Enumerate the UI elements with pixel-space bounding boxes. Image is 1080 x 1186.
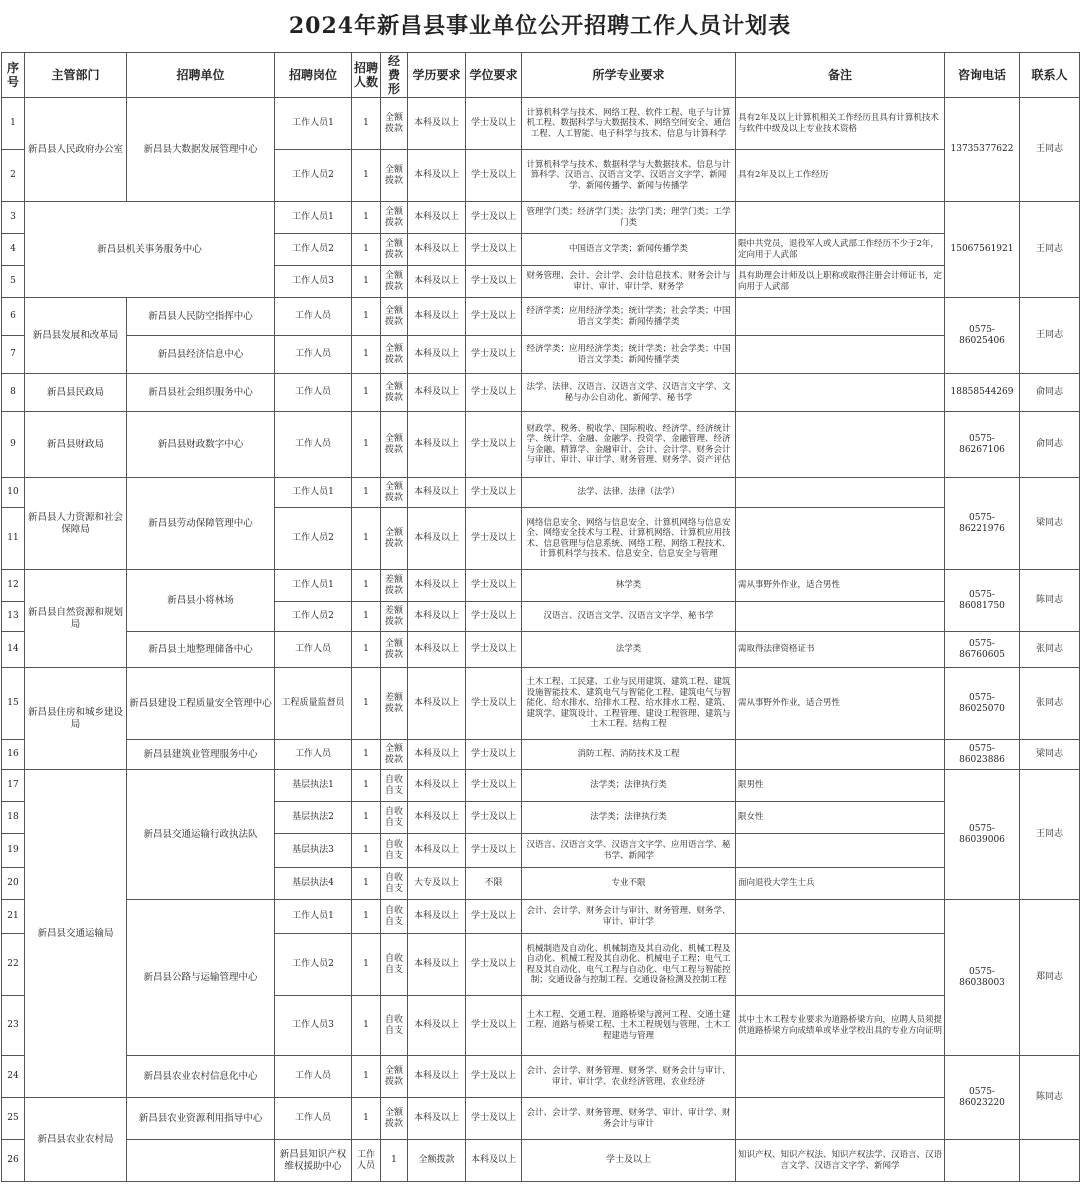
- cell-major: 汉语言、汉语言文学、汉语言文字学、秘书学: [522, 602, 736, 632]
- cell-dept: 新昌县人民政府办公室: [25, 98, 127, 202]
- cell-major: 管理学门类；经济学门类；法学门类；理学门类；工学门类: [522, 202, 736, 234]
- cell-phone: 0575-86023220: [945, 1056, 1020, 1140]
- cell-dept: 新昌县人力资源和社会保障局: [25, 478, 127, 570]
- cell-note: 具有2年及以上工作经历: [736, 150, 945, 202]
- cell-edu: 本科及以上: [466, 1140, 522, 1182]
- cell-fund: 全额拨款: [381, 202, 408, 234]
- col-header-major: 所学专业要求: [522, 53, 736, 98]
- cell-no: 9: [2, 412, 25, 478]
- cell-fund: 全额拨款: [381, 632, 408, 668]
- cell-edu: 本科及以上: [408, 834, 466, 868]
- cell-unit: 新昌县农业资源利用指导中心: [127, 1098, 275, 1140]
- cell-edu: 本科及以上: [408, 602, 466, 632]
- cell-edu: 本科及以上: [408, 1098, 466, 1140]
- cell-post: 工程质量监督员: [275, 668, 352, 740]
- cell-edu: 本科及以上: [408, 202, 466, 234]
- cell-major: 计算机科学与技术、网络工程、软件工程、电子与计算机工程、数据科学与大数据技术、网络空间安全、通信工程、人工智能、电子科学与技术、信息与计算科学: [522, 98, 736, 150]
- cell-no: 15: [2, 668, 25, 740]
- cell-degree: 学士及以上: [466, 770, 522, 802]
- cell-edu: 本科及以上: [408, 1056, 466, 1098]
- table-row: [2, 374, 1080, 412]
- col-header-phone: 咨询电话: [945, 53, 1020, 98]
- cell-major: 计算机科学与技术、数据科学与大数据技术、信息与计算科学、汉语言、汉语言文学、汉语言文字学、新闻学、新闻传播学、新闻与传播学: [522, 150, 736, 202]
- cell-fund: 自收自支: [381, 770, 408, 802]
- cell-no: 11: [2, 508, 25, 570]
- cell-num: 1: [352, 234, 381, 266]
- cell-note: 需从事野外作业，适合男性: [736, 668, 945, 740]
- cell-contact: 王同志: [1020, 202, 1080, 298]
- cell-degree: 学士及以上: [466, 478, 522, 508]
- cell-dept-unit: 新昌县机关事务服务中心: [25, 202, 275, 298]
- cell-no: 8: [2, 374, 25, 412]
- cell-degree: 学士及以上: [466, 802, 522, 834]
- cell-fund: 全额拨款: [381, 412, 408, 478]
- header-row: [2, 53, 1080, 98]
- cell-num: 1: [352, 740, 381, 770]
- cell-post: 工作人员1: [275, 478, 352, 508]
- cell-num: 1: [352, 570, 381, 602]
- cell-phone: 0575-86023886: [945, 740, 1020, 770]
- cell-note: [736, 508, 945, 570]
- table-row: [2, 1098, 1080, 1140]
- cell-num: 1: [352, 868, 381, 900]
- cell-degree: 学士及以上: [466, 570, 522, 602]
- cell-unit: 新昌县知识产权维权援助中心: [275, 1140, 352, 1182]
- cell-note: 具有2年及以上计算机相关工作经历且具有计算机技术与软件中级及以上专业技术资格: [736, 98, 945, 150]
- cell-num: 1: [352, 374, 381, 412]
- cell-edu: 本科及以上: [408, 478, 466, 508]
- cell-degree: 学士及以上: [466, 374, 522, 412]
- cell-no: 12: [2, 570, 25, 602]
- col-header-contact: 联系人: [1020, 53, 1080, 98]
- table-row: [2, 900, 1080, 934]
- cell-major: 知识产权、知识产权法、知识产权法学、汉语言、汉语言文学、汉语言文字学、新闻学: [736, 1140, 945, 1182]
- cell-phone: 0575-86221976: [945, 478, 1020, 570]
- cell-contact: 俞同志: [1020, 412, 1080, 478]
- cell-no: 7: [2, 336, 25, 374]
- cell-phone: 18858544269: [945, 374, 1020, 412]
- table-row: [2, 570, 1080, 602]
- cell-unit: 新昌县土地整理储备中心: [127, 632, 275, 668]
- cell-major: 土木工程、交通工程、道路桥梁与渡河工程、交通土建工程、道路与桥梁工程、土木工程规划与管理、土木工程建造与管理: [522, 996, 736, 1056]
- cell-num: 1: [352, 150, 381, 202]
- cell-contact: 陈同志: [1020, 1056, 1080, 1140]
- cell-num: 1: [352, 508, 381, 570]
- cell-post: 基层执法4: [275, 868, 352, 900]
- cell-num: 1: [352, 770, 381, 802]
- table-row: [2, 412, 1080, 478]
- cell-fund: 全额拨款: [381, 740, 408, 770]
- cell-major: 专业不限: [522, 868, 736, 900]
- cell-unit: 新昌县建筑业管理服务中心: [127, 740, 275, 770]
- cell-note: [736, 412, 945, 478]
- cell-num: 1: [352, 934, 381, 996]
- cell-no: 5: [2, 266, 25, 298]
- cell-post: 工作人员1: [275, 900, 352, 934]
- cell-dept: 新昌县财政局: [25, 412, 127, 478]
- cell-num: 1: [352, 478, 381, 508]
- cell-post: 工作人员: [275, 298, 352, 336]
- cell-fund: 全额拨款: [381, 374, 408, 412]
- table-body: [2, 98, 1080, 1182]
- cell-no: 1: [2, 98, 25, 150]
- cell-fund: 全额拨款: [381, 508, 408, 570]
- cell-edu: 本科及以上: [408, 900, 466, 934]
- cell-major: 会计、会计学、财务管理、财务学、审计、审计学、财务会计与审计: [522, 1098, 736, 1140]
- cell-phone: 0575-86025406: [945, 298, 1020, 374]
- cell-degree: 学士及以上: [522, 1140, 736, 1182]
- cell-note: [736, 900, 945, 934]
- cell-edu: 大专及以上: [408, 868, 466, 900]
- cell-unit: 新昌县建设工程质量安全管理中心: [127, 668, 275, 740]
- cell-post: 工作人员1: [275, 570, 352, 602]
- cell-edu: 本科及以上: [408, 668, 466, 740]
- cell-edu: 本科及以上: [408, 508, 466, 570]
- cell-major: 法学类；法律执行类: [522, 802, 736, 834]
- cell-major: 经济学类；应用经济学类；统计学类；社会学类；中国语言文学类；新闻传播学类: [522, 298, 736, 336]
- cell-num: 1: [352, 602, 381, 632]
- cell-major: 法学类: [522, 632, 736, 668]
- cell-no: 16: [2, 740, 25, 770]
- cell-note: [945, 1140, 1020, 1182]
- cell-major: 财务管理、会计、会计学、会计信息技术、财务会计与审计、审计、审计学、财务学: [522, 266, 736, 298]
- cell-unit: 新昌县社会组织服务中心: [127, 374, 275, 412]
- cell-note: [736, 1098, 945, 1140]
- cell-post: 工作人员2: [275, 150, 352, 202]
- cell-dept: 新昌县自然资源和规划局: [25, 570, 127, 668]
- cell-note: [736, 934, 945, 996]
- cell-no: 21: [2, 900, 25, 934]
- cell-degree: 学士及以上: [466, 1056, 522, 1098]
- cell-contact: 王同志: [1020, 298, 1080, 374]
- cell-num: 1: [352, 1098, 381, 1140]
- cell-contact: 王同志: [1020, 770, 1080, 900]
- cell-edu: 本科及以上: [408, 934, 466, 996]
- cell-degree: 学士及以上: [466, 740, 522, 770]
- cell-note: 具有助理会计师及以上职称或取得注册会计师证书，定向用于人武部: [736, 266, 945, 298]
- cell-no: 17: [2, 770, 25, 802]
- cell-note: 面向退役大学生士兵: [736, 868, 945, 900]
- cell-note: 限男性: [736, 770, 945, 802]
- cell-post: 工作人员2: [275, 934, 352, 996]
- cell-degree: 学士及以上: [466, 336, 522, 374]
- cell-no: 14: [2, 632, 25, 668]
- cell-post: 基层执法1: [275, 770, 352, 802]
- cell-fund: 差额拨款: [381, 570, 408, 602]
- cell-unit: 新昌县经济信息中心: [127, 336, 275, 374]
- cell-degree: 学士及以上: [466, 98, 522, 150]
- cell-edu: 本科及以上: [408, 234, 466, 266]
- cell-fund: 差额拨款: [381, 602, 408, 632]
- cell-post: 工作人员2: [275, 508, 352, 570]
- table-row: [2, 98, 1080, 150]
- cell-dept: 新昌县交通运输局: [25, 770, 127, 1098]
- cell-degree: 学士及以上: [466, 632, 522, 668]
- cell-note: 其中土木工程专业要求为道路桥梁方向，应聘人员须提供道路桥梁方向成绩单或毕业学校出具的专业方向证明: [736, 996, 945, 1056]
- cell-edu: 本科及以上: [408, 770, 466, 802]
- table-row: [2, 202, 1080, 234]
- cell-phone: 0575-86081750: [945, 570, 1020, 632]
- cell-phone: 0575-86038003: [945, 900, 1020, 1056]
- table-row: [2, 478, 1080, 508]
- cell-fund: 自收自支: [381, 868, 408, 900]
- cell-num: 1: [352, 412, 381, 478]
- col-header-no: 序号: [2, 53, 25, 98]
- cell-fund: 差额拨款: [381, 668, 408, 740]
- cell-contact: 俞同志: [1020, 374, 1080, 412]
- cell-contact: 梁同志: [1020, 478, 1080, 570]
- col-header-fund: 经费形: [381, 53, 408, 98]
- cell-note: 需取得法律资格证书: [736, 632, 945, 668]
- cell-phone: 0575-86760605: [945, 632, 1020, 668]
- cell-num: 1: [352, 336, 381, 374]
- cell-edu: 本科及以上: [408, 996, 466, 1056]
- cell-note: [736, 336, 945, 374]
- cell-degree: 学士及以上: [466, 234, 522, 266]
- cell-major: 消防工程、消防技术及工程: [522, 740, 736, 770]
- cell-post: 基层执法3: [275, 834, 352, 868]
- cell-degree: 不限: [466, 868, 522, 900]
- cell-post: 工作人员3: [275, 266, 352, 298]
- cell-major: 财政学、税务、税收学、国际税收、经济学、经济统计学、统计学、金融、金融学、投资学、金融管理、经济与金融、精算学、金融审计、会计、会计学、财务会计与审计、审计、审计学、财务管理、财务学、资产评估: [522, 412, 736, 478]
- cell-contact: 王同志: [1020, 98, 1080, 202]
- cell-post: 工作人员3: [275, 996, 352, 1056]
- cell-note: [736, 298, 945, 336]
- col-header-degree: 学位要求: [466, 53, 522, 98]
- cell-num: 1: [352, 834, 381, 868]
- table-row: [2, 632, 1080, 668]
- cell-unit: 新昌县大数据发展管理中心: [127, 98, 275, 202]
- cell-note: [736, 834, 945, 868]
- cell-num: 1: [352, 298, 381, 336]
- cell-note: [736, 602, 945, 632]
- cell-contact: 张同志: [1020, 668, 1080, 740]
- cell-fund: 全额拨款: [408, 1140, 466, 1182]
- cell-dept: 新昌县住房和城乡建设局: [25, 668, 127, 770]
- cell-major: 会计、会计学、财务管理、财务学、财务会计与审计、审计、审计学、农业经济管理、农业经济: [522, 1056, 736, 1098]
- cell-edu: 本科及以上: [408, 298, 466, 336]
- cell-no: 19: [2, 834, 25, 868]
- cell-edu: 本科及以上: [408, 632, 466, 668]
- table-row: [2, 770, 1080, 802]
- cell-num: 1: [352, 1056, 381, 1098]
- cell-note: 限女性: [736, 802, 945, 834]
- cell-dept: 新昌县发展和改革局: [25, 298, 127, 374]
- cell-post: 工作人员2: [275, 234, 352, 266]
- col-header-post: 招聘岗位: [275, 53, 352, 98]
- cell-phone: 0575-86267106: [945, 412, 1020, 478]
- cell-num: 1: [352, 202, 381, 234]
- cell-edu: 本科及以上: [408, 98, 466, 150]
- cell-major: 网络信息安全、网络与信息安全、计算机网络与信息安全、网络安全技术与工程、计算机网络、计算机应用技术、信息管理与信息系统、网络工程、网络工程技术、计算机科学与技术、信息安全、信息安全与管理: [522, 508, 736, 570]
- cell-no: 26: [2, 1140, 25, 1182]
- cell-no: 25: [2, 1098, 25, 1140]
- cell-num: 1: [352, 900, 381, 934]
- cell-contact: 梁同志: [1020, 740, 1080, 770]
- cell-degree: 学士及以上: [466, 602, 522, 632]
- cell-major: 林学类: [522, 570, 736, 602]
- page-title: 2024年新昌县事业单位公开招聘工作人员计划表: [288, 13, 792, 39]
- cell-fund: 自收自支: [381, 996, 408, 1056]
- cell-unit: 新昌县财政数字中心: [127, 412, 275, 478]
- cell-degree: 学士及以上: [466, 412, 522, 478]
- cell-fund: 全额拨款: [381, 1056, 408, 1098]
- cell-major: 经济学类；应用经济学类；统计学类；社会学类；中国语言文学类；新闻传播学类: [522, 336, 736, 374]
- cell-major: 土木工程、工民建、工业与民用建筑、建筑工程、建筑设施智能技术、建筑电气与智能化工程、建筑电气与智能化、给水排水、给排水工程、给水排水工程、建筑、建筑学、建筑设计、工程管理、建设工程管理、建筑与土木工程、结构工程: [522, 668, 736, 740]
- cell-num: 1: [352, 668, 381, 740]
- cell-fund: 自收自支: [381, 834, 408, 868]
- cell-phone: 13735377622: [945, 98, 1020, 202]
- cell-fund: 全额拨款: [381, 150, 408, 202]
- cell-no: 18: [2, 802, 25, 834]
- cell-fund: 全额拨款: [381, 298, 408, 336]
- cell-major: 法学、法律、汉语言、汉语言文学、汉语言文字学、文秘与办公自动化、新闻学、秘书学: [522, 374, 736, 412]
- cell-no: 3: [2, 202, 25, 234]
- cell-dept: 新昌县民政局: [25, 374, 127, 412]
- cell-degree: 学士及以上: [466, 508, 522, 570]
- cell-no: 2: [2, 150, 25, 202]
- cell-edu: 本科及以上: [408, 336, 466, 374]
- cell-edu: 本科及以上: [408, 374, 466, 412]
- cell-unit: 新昌县人民防空指挥中心: [127, 298, 275, 336]
- cell-major: 机械制造及自动化、机械制造及其自动化、机械工程及自动化、机械工程及其自动化、机械电子工程；电气工程及其自动化、电气工程与自动化、电气工程与智能控制；交通设备与控制工程、交通设备检测及控制工程: [522, 934, 736, 996]
- cell-note: [736, 740, 945, 770]
- cell-major: 汉语言、汉语言文学、汉语言文字学、应用语言学、秘书学、新闻学: [522, 834, 736, 868]
- cell-no: 4: [2, 234, 25, 266]
- cell-note: [736, 374, 945, 412]
- cell-note: [736, 202, 945, 234]
- cell-degree: 学士及以上: [466, 934, 522, 996]
- cell-degree: 学士及以上: [466, 1098, 522, 1140]
- cell-major: 中国语言文学类；新闻传播学类: [522, 234, 736, 266]
- col-header-unit: 招聘单位: [127, 53, 275, 98]
- cell-degree: 学士及以上: [466, 668, 522, 740]
- col-header-edu: 学历要求: [408, 53, 466, 98]
- cell-phone: [1020, 1140, 1080, 1182]
- cell-edu: 本科及以上: [408, 802, 466, 834]
- cell-contact: 张同志: [1020, 632, 1080, 668]
- cell-fund: 全额拨款: [381, 98, 408, 150]
- cell-edu: 本科及以上: [408, 570, 466, 602]
- cell-fund: 全额拨款: [381, 336, 408, 374]
- cell-edu: 本科及以上: [408, 412, 466, 478]
- cell-edu: 本科及以上: [408, 150, 466, 202]
- cell-degree: 学士及以上: [466, 996, 522, 1056]
- cell-fund: 自收自支: [381, 934, 408, 996]
- cell-no: 10: [2, 478, 25, 508]
- cell-no: 22: [2, 934, 25, 996]
- cell-dept-empty: [127, 1140, 275, 1182]
- cell-edu: 本科及以上: [408, 266, 466, 298]
- cell-phone: 15067561921: [945, 202, 1020, 298]
- recruitment-plan-table: [1, 52, 1080, 1182]
- cell-major: 会计、会计学、财务会计与审计、财务管理、财务学、审计、审计学: [522, 900, 736, 934]
- cell-num: 1: [352, 996, 381, 1056]
- cell-fund: 全额拨款: [381, 266, 408, 298]
- cell-unit: 新昌县小将林场: [127, 570, 275, 632]
- cell-degree: 学士及以上: [466, 900, 522, 934]
- table-row: [2, 1140, 1080, 1182]
- cell-post: 工作人员: [275, 632, 352, 668]
- table-row: [2, 740, 1080, 770]
- col-header-dept: 主管部门: [25, 53, 127, 98]
- cell-degree: 学士及以上: [466, 298, 522, 336]
- cell-post: 工作人员2: [275, 602, 352, 632]
- cell-num: 1: [352, 266, 381, 298]
- cell-dept: 新昌县农业农村局: [25, 1098, 127, 1182]
- cell-num: 1: [352, 802, 381, 834]
- cell-note: 限中共党员，退役军人或人武部工作经历不少于2年，定向用于人武部: [736, 234, 945, 266]
- cell-unit: 新昌县交通运输行政执法队: [127, 770, 275, 900]
- cell-post: 工作人员: [275, 1098, 352, 1140]
- cell-num: 1: [352, 98, 381, 150]
- cell-post: 工作人员: [275, 412, 352, 478]
- cell-degree: 学士及以上: [466, 150, 522, 202]
- cell-major: 法学类；法律执行类: [522, 770, 736, 802]
- col-header-note: 备注: [736, 53, 945, 98]
- cell-degree: 学士及以上: [466, 266, 522, 298]
- cell-note: 需从事野外作业，适合男性: [736, 570, 945, 602]
- cell-fund: 自收自支: [381, 802, 408, 834]
- cell-contact: 郑同志: [1020, 900, 1080, 1056]
- cell-major: 法学、法律、法律（法学）: [522, 478, 736, 508]
- cell-no: 23: [2, 996, 25, 1056]
- table-row: [2, 298, 1080, 336]
- cell-contact: 陈同志: [1020, 570, 1080, 632]
- cell-phone: 0575-86039006: [945, 770, 1020, 900]
- cell-fund: 全额拨款: [381, 1098, 408, 1140]
- cell-fund: 全额拨款: [381, 234, 408, 266]
- table-row: [2, 668, 1080, 740]
- cell-num: 1: [381, 1140, 408, 1182]
- table-row: [2, 1056, 1080, 1098]
- cell-post: 工作人员1: [275, 202, 352, 234]
- cell-post: 工作人员: [352, 1140, 381, 1182]
- cell-note: [736, 1056, 945, 1098]
- cell-phone: 0575-86025070: [945, 668, 1020, 740]
- cell-fund: 全额拨款: [381, 478, 408, 508]
- cell-num: 1: [352, 632, 381, 668]
- cell-degree: 学士及以上: [466, 202, 522, 234]
- cell-note: [736, 478, 945, 508]
- cell-no: 6: [2, 298, 25, 336]
- cell-no: 24: [2, 1056, 25, 1098]
- cell-post: 基层执法2: [275, 802, 352, 834]
- cell-unit: 新昌县劳动保障管理中心: [127, 478, 275, 570]
- cell-edu: 本科及以上: [408, 740, 466, 770]
- table-row: [2, 336, 1080, 374]
- cell-post: 工作人员: [275, 740, 352, 770]
- cell-post: 工作人员: [275, 336, 352, 374]
- cell-unit: 新昌县公路与运输管理中心: [127, 900, 275, 1056]
- cell-no: 20: [2, 868, 25, 900]
- cell-post: 工作人员: [275, 1056, 352, 1098]
- cell-post: 工作人员: [275, 374, 352, 412]
- col-header-num: 招聘人数: [352, 53, 381, 98]
- cell-unit: 新昌县农业农村信息化中心: [127, 1056, 275, 1098]
- cell-post: 工作人员1: [275, 98, 352, 150]
- cell-degree: 学士及以上: [466, 834, 522, 868]
- cell-no: 13: [2, 602, 25, 632]
- cell-fund: 自收自支: [381, 900, 408, 934]
